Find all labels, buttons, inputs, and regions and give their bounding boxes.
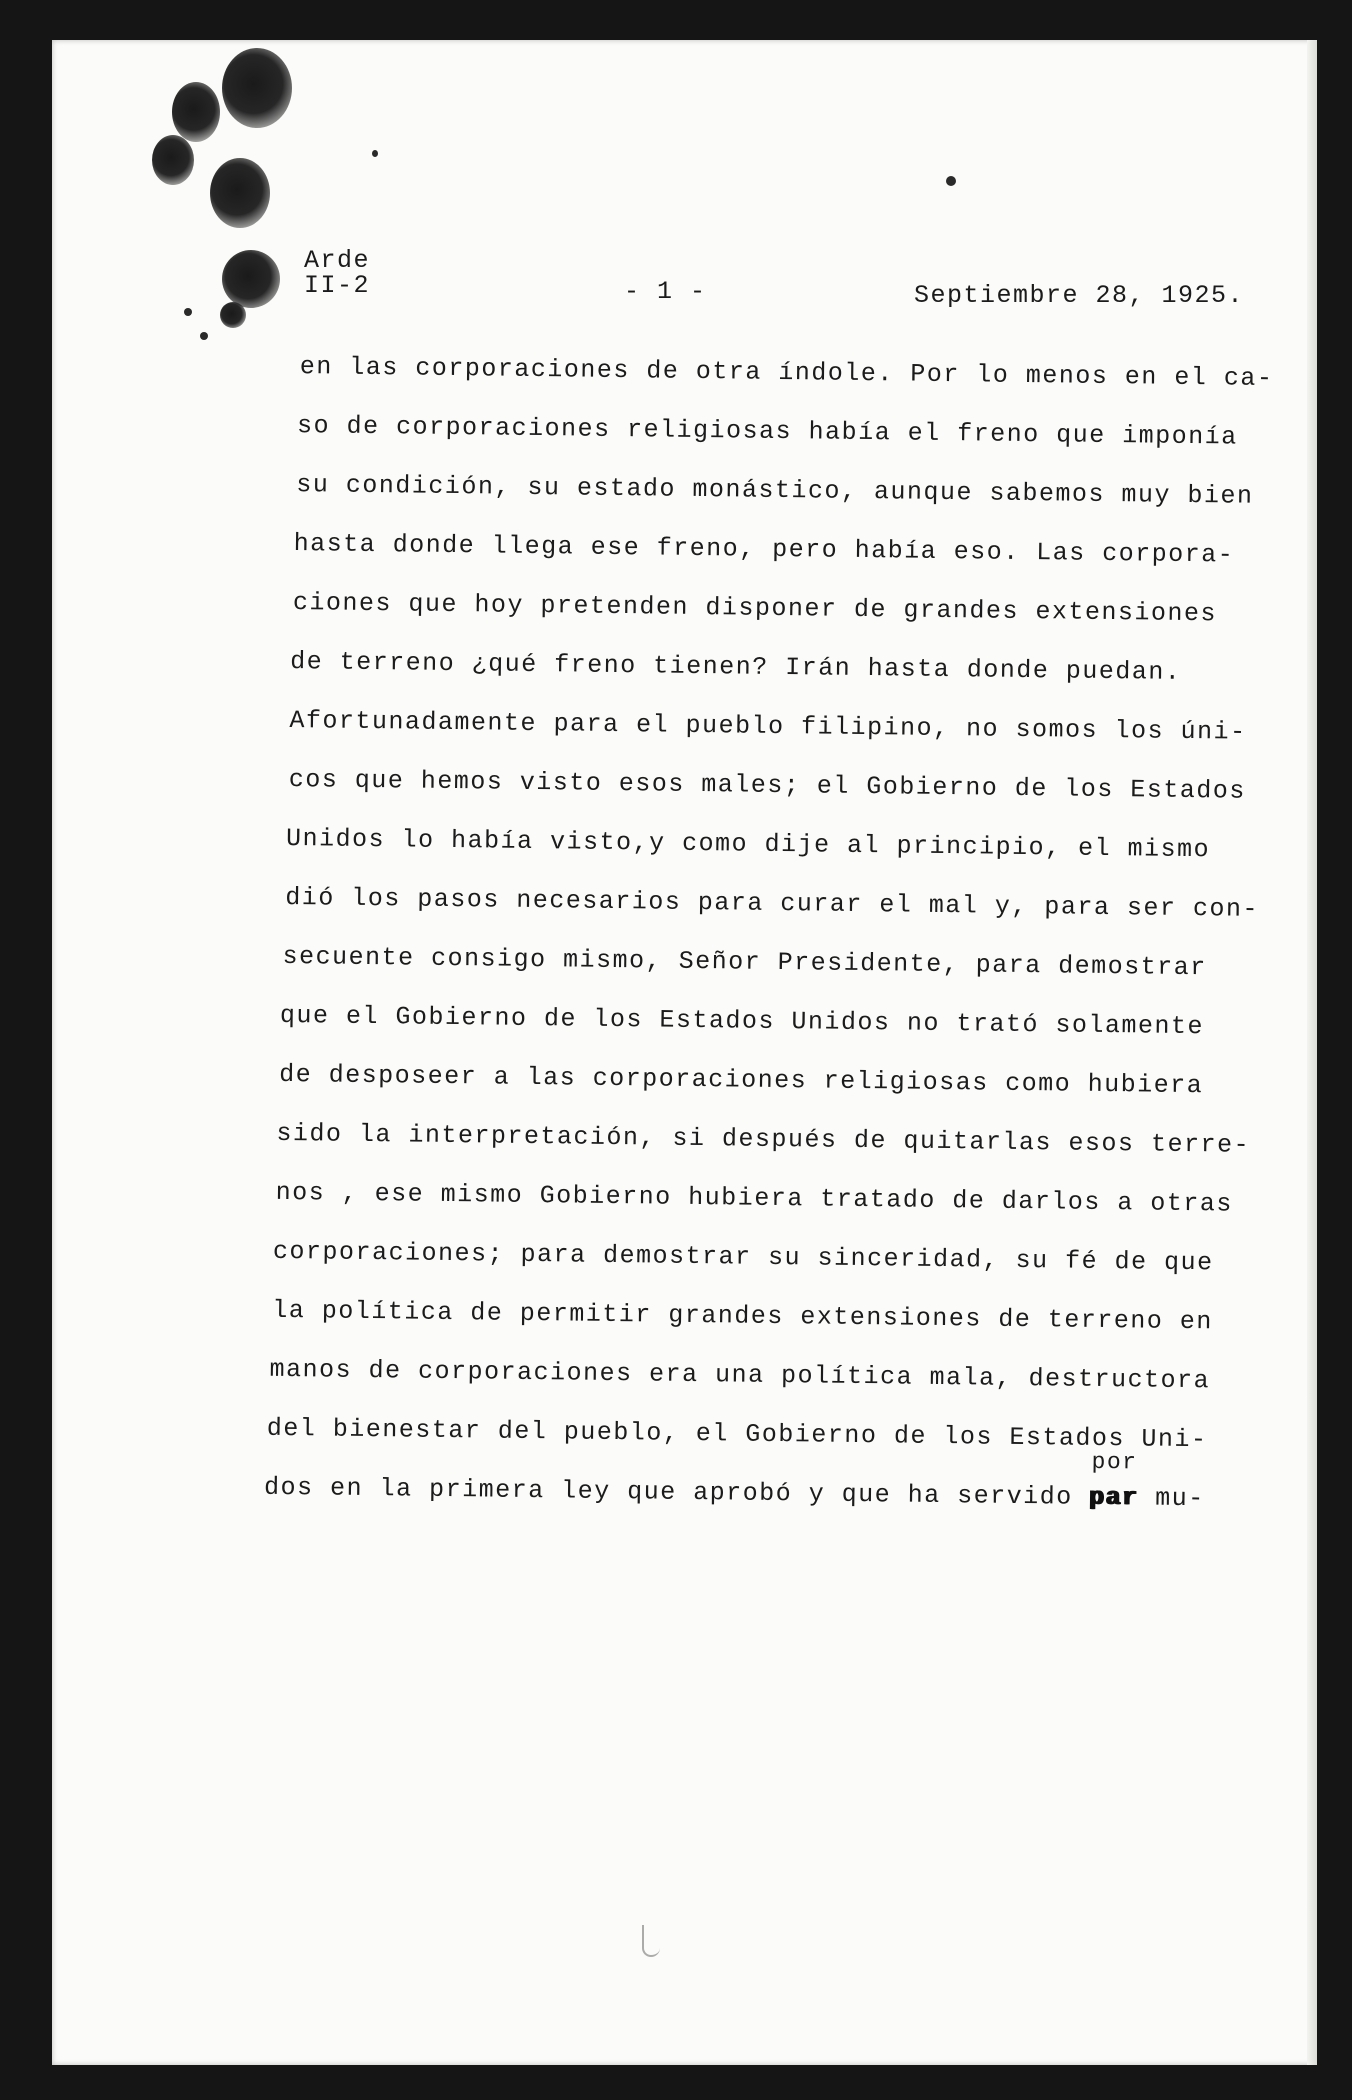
ink-speck bbox=[184, 308, 192, 316]
ink-blot bbox=[172, 82, 220, 142]
ink-speck bbox=[372, 150, 378, 157]
page-number: - 1 - bbox=[624, 277, 707, 306]
text-line: del bienestar del pueblo, el Gobierno de los Estados Uni- bbox=[266, 1413, 1208, 1455]
ink-blot bbox=[220, 302, 246, 328]
ink-blot bbox=[222, 48, 292, 128]
text-line: nos , ese mismo Gobierno hubiera tratado de darlos a otras bbox=[275, 1177, 1233, 1219]
text-line: de desposeer a las corporaciones religiosas como hubiera bbox=[278, 1059, 1204, 1101]
text-line: sido la interpretación, si después de quitarlas esos terre- bbox=[276, 1118, 1251, 1160]
ink-speck bbox=[200, 332, 208, 340]
text-line: so de corporaciones religiosas había el freno que imponía bbox=[296, 411, 1238, 452]
text-line: su condición, su estado monástico, aunque sabemos muy bien bbox=[296, 470, 1254, 511]
text-line: hasta donde llega ese freno, pero había eso. Las corpora- bbox=[293, 529, 1235, 570]
last-line-end: mu- bbox=[1138, 1483, 1205, 1514]
text-line: cos que hemos visto esos males; el Gobierno de los Estados bbox=[288, 764, 1247, 806]
ink-blot bbox=[222, 250, 280, 308]
document-date: Septiembre 28, 1925. bbox=[914, 281, 1245, 310]
struck-word: par bbox=[1089, 1482, 1139, 1513]
text-line: Afortunadamente para el pueblo filipino, no somos los úni- bbox=[289, 705, 1247, 747]
body-text bbox=[263, 352, 1274, 1964]
text-line: secuente consigo mismo, Señor Presidente, para demostrar bbox=[282, 941, 1207, 983]
text-line: que el Gobierno de los Estados Unidos no trató solamente bbox=[279, 1000, 1205, 1042]
text-line: Unidos lo había visto,y como dije al principio, el mismo bbox=[285, 823, 1211, 865]
paper-sheet bbox=[52, 40, 1317, 2065]
text-line: la política de permitir grandes extensiones de terreno en bbox=[272, 1295, 1214, 1337]
pencil-mark bbox=[642, 1925, 660, 1957]
ink-speck bbox=[946, 176, 956, 186]
author-code: Arde bbox=[304, 246, 371, 275]
last-line-start: dos en la primera ley que aprobó y que ha servido bbox=[263, 1472, 1090, 1512]
text-line: manos de corporaciones era una política mala, destructora bbox=[269, 1354, 1211, 1396]
text-line: de terreno ¿qué freno tienen? Irán hasta donde puedan. bbox=[290, 647, 1182, 687]
text-line: ciones que hoy pretenden disponer de grandes extensiones bbox=[292, 588, 1218, 629]
text-line: en las corporaciones de otra índole. Por lo menos en el ca- bbox=[299, 352, 1274, 393]
text-line: corporaciones; para demostrar su sinceridad, su fé de que bbox=[272, 1236, 1214, 1278]
typed-correction bbox=[1089, 1448, 1139, 1513]
ink-blot bbox=[210, 158, 270, 228]
text-line-last bbox=[263, 1448, 1205, 1514]
ink-blot bbox=[152, 135, 194, 185]
correction-above: por bbox=[1091, 1448, 1138, 1476]
reference-code: II-2 bbox=[304, 271, 371, 300]
text-line: dió los pasos necesarios para curar el mal y, para ser con- bbox=[285, 882, 1260, 924]
